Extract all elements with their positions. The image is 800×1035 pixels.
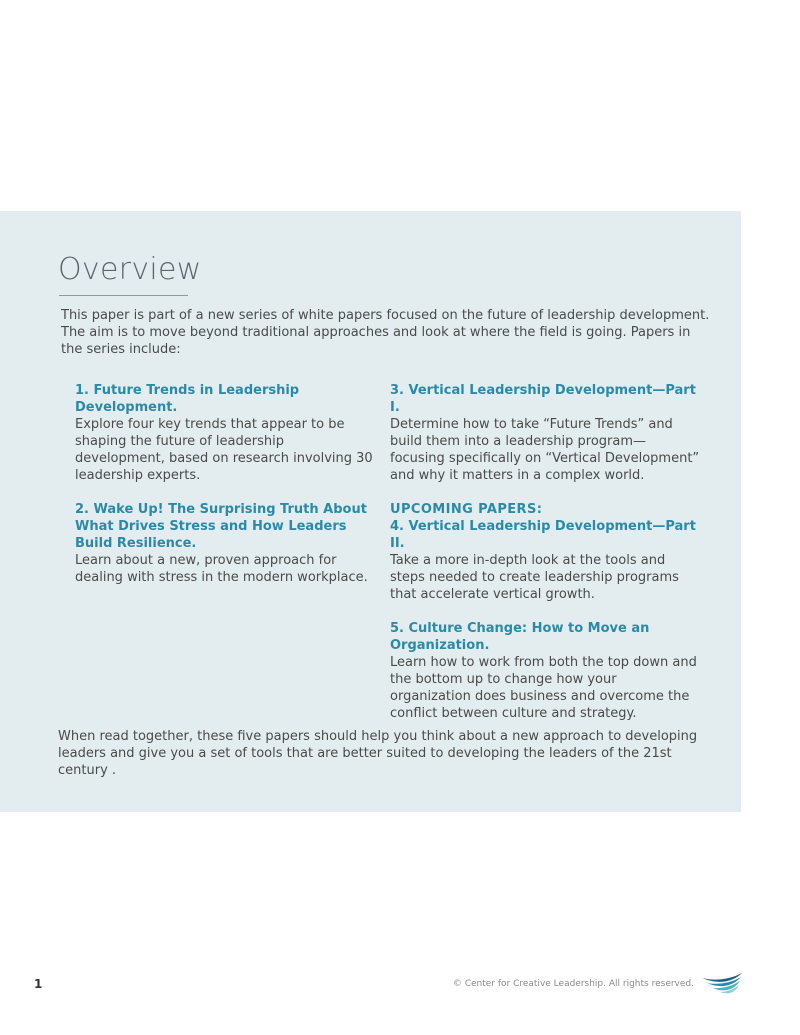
paper-title-3: 3. Vertical Leadership Development—Part I. — [390, 383, 696, 415]
papers-right-column — [390, 382, 700, 739]
page-title: Overview — [58, 252, 202, 287]
paper-item-2 — [75, 501, 375, 586]
paper-description-5: Learn how to work from both the top down and the bottom up to change how your organization does business and overcome the conflict between culture and strategy. — [390, 655, 697, 721]
paper-title-5: 5. Culture Change: How to Move an Organization. — [390, 621, 650, 653]
paper-item-1 — [75, 382, 375, 484]
ccl-wave-logo-icon — [701, 970, 743, 996]
paper-description-4: Take a more in-depth look at the tools and steps needed to create leadership programs that accelerate vertical growth. — [390, 553, 679, 602]
upcoming-papers-group — [390, 501, 700, 603]
paper-description-2: Learn about a new, proven approach for dealing with stress in the modern workplace. — [75, 553, 368, 585]
paper-title-4: 4. Vertical Leadership Development—Part II. — [390, 519, 696, 551]
page-number: 1 — [34, 977, 43, 991]
upcoming-papers-label: UPCOMING PAPERS: — [390, 502, 543, 517]
paper-description-3: Determine how to take “Future Trends” and build them into a leadership program—focusing specifically on “Vertical Development” and why it matters in a complex world. — [390, 417, 700, 483]
copyright-notice: © Center for Creative Leadership. All rights reserved. — [452, 979, 694, 989]
paper-item-3 — [390, 382, 700, 484]
paper-title-1: 1. Future Trends in Leadership Development. — [75, 383, 300, 415]
paper-description-1: Explore four key trends that appear to be shaping the future of leadership development, based on research involving 30 leadership experts. — [75, 417, 373, 483]
paper-item-5 — [390, 620, 700, 722]
intro-paragraph: This paper is part of a new series of white papers focused on the future of leadership development. The aim is to move beyond traditional approaches and look at where the field is going. Papers in the series include: — [61, 308, 710, 357]
papers-left-column — [75, 382, 375, 603]
title-underline — [59, 295, 188, 296]
paper-title-2: 2. Wake Up! The Surprising Truth About What Drives Stress and How Leaders Build Resilience. — [75, 502, 367, 551]
closing-paragraph: When read together, these five papers should help you think about a new approach to developing leaders and give you a set of tools that are better suited to developing the leaders of the 21st century . — [58, 729, 698, 778]
